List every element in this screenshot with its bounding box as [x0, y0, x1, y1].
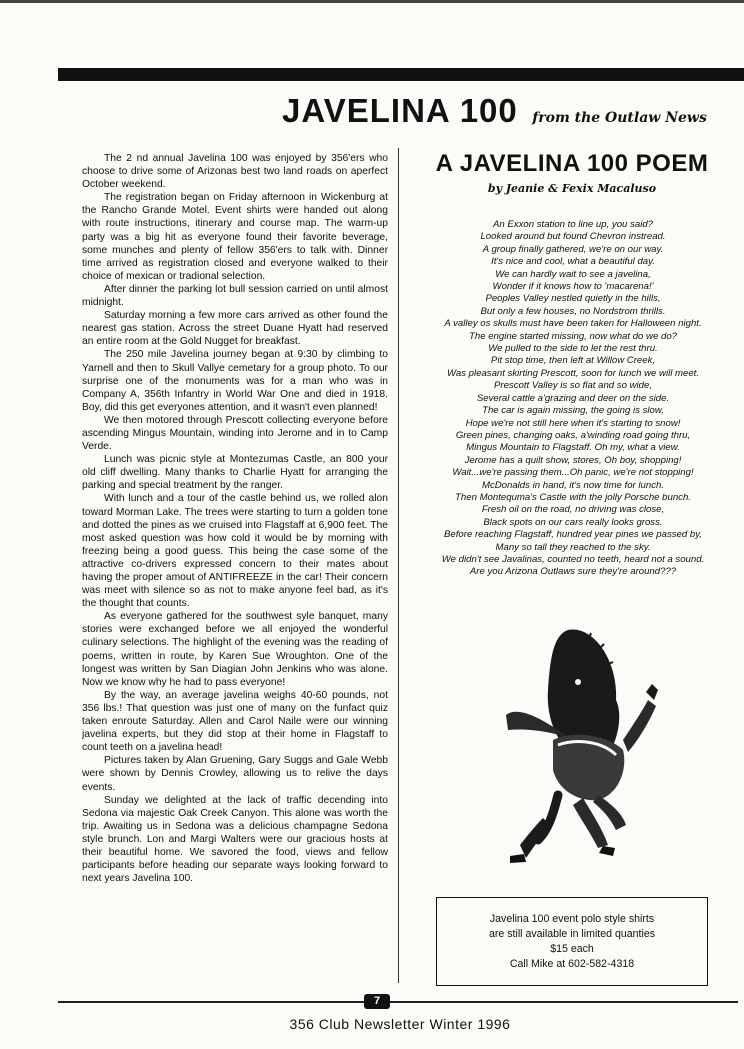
poem-line: We didn't see Javalinas, counted no teeth, heard not a sound.	[441, 553, 705, 565]
poem-title: A JAVELINA 100 POEM	[435, 150, 709, 177]
poem-line: Peoples Valley nestled quietly in the hills,	[485, 293, 661, 305]
article-paragraph: The registration began on Friday afternoon in Wickenburg at the Rancho Grande Motel. Event shirts were handed out along with route instructions, itinerary and course map. The warm-up party was a big hit as everyone found their favorite beverage, some munches and plenty of fellow 356'ers to talk with. Dinner time arrived as registration closed and everyone walked to their choice of mexican or tradional selection.	[82, 192, 388, 282]
article-paragraph: After dinner the parking lot bull session carried on until almost midnight.	[82, 283, 388, 309]
article-paragraph: Sunday we delighted at the lack of traffic decending into Sedona via majestic Oak Creek Canyon. This alone was worth the trip. Awaiting us in Sedona was a delicious champagne Sedona style brunch. Lon and Margi Walters were our gracious hosts at their beautiful home. We savored the food, views and fellow participants before heading our separate ways looking forward to next years Javelina 100.	[82, 794, 388, 885]
poem-line: McDonalds in hand, it's now time for lunch.	[481, 479, 665, 491]
article-paragraph: We then motored through Prescott collecting everyone before ascending Mingus Mountain, winding into Jerome and in to Camp Verde.	[82, 414, 388, 453]
poem-line: Many so tall they reached to the sky.	[495, 541, 651, 553]
poem-line: Several cattle a'grazing and deer on the side.	[476, 392, 670, 404]
footer-text: 356 Club Newsletter Winter 1996	[289, 1016, 511, 1032]
header-bar	[58, 68, 744, 81]
poem-line: Was pleasant skirting Prescott, soon for lunch we will meet.	[446, 367, 700, 379]
poem-body	[403, 219, 743, 599]
javelina-illustration	[498, 620, 668, 870]
notice-line-1: Javelina 100 event polo style shirts	[489, 913, 655, 925]
article-paragraph: Pictures taken by Alan Gruening, Gary Suggs and Gale Webb were shown by Dennis Crowley, allowing us to relive the days events.	[82, 755, 388, 793]
poem-line: Fresh oil on the road, no driving was close,	[481, 504, 665, 516]
source-credit: from the Outlaw News	[532, 110, 707, 126]
article-paragraph: With lunch and a tour of the castle behind us, we rolled alon toward Morman Lake. The trees were starting to turn a golden tone and dotted the pines as we cruised into Flagstaff at 6,900 feet. The most asked question was how cold it would be by morning with freezing being a good guess. This being the case some of the attractive co-drivers expressed concern to their mates about having the proper amout of ANTIFREEZE in the car! Their concern was meet with silence so as not to make anyone feel bad, as it's the thought that counts.	[82, 493, 388, 610]
poem-line: Pit stop time, then left at Willow Creek,	[490, 355, 656, 367]
poem-line: We can hardly wait to see a javelina,	[495, 268, 651, 280]
poem-line: Then Montequma's Castle with the jolly Porsche bunch.	[455, 491, 691, 503]
column-divider	[398, 148, 399, 983]
poem-line: Hope we're not still here when it's starting to snow!	[465, 417, 681, 429]
article-paragraph: By the way, an average javelina weighs 40-60 pounds, not 356 lbs.! That question was just one of many on the funfact quiz taken enroute Saturday. Allen and Carol Naile were our winning javelina experts, but they did stop at their home in Flagstaff to count teeth on a javelina head!	[82, 689, 388, 754]
poem-line: Wait...we're passing them...Oh panic, we're not stopping!	[452, 467, 694, 479]
poem-line: Mingus Mountain to Flagstaff. Oh my, what a view.	[466, 442, 680, 454]
page-number: 7	[364, 994, 390, 1009]
article-paragraph: Lunch was picnic style at Montezumas Castle, an 800 your old cliff dwelling. Many thanks to Charlie Hyatt for arranging the parking and special treatment by the ranger.	[82, 454, 388, 492]
poem-byline: by Jeanie & Fexix Macaluso	[487, 182, 657, 195]
poem-line: Before reaching Flagstaff, hundred year pines we passed by,	[444, 529, 702, 541]
notice-line-3: $15 each	[550, 943, 594, 955]
top-border	[0, 0, 744, 3]
poem-line: It's nice and cool, what a beautiful day.	[491, 256, 655, 268]
poem-line: Prescott Valley is so flat and so wide,	[493, 380, 652, 392]
article-paragraph: The 250 mile Javelina journey began at 9:30 by climbing to Yarnell and then to Skull Vallye cemetary for a group photo. To our surprise one of the monuments was for a man who was in Company A, 356th Infantry in World War One and died in 1918. Boy, did this get everyones attention, and it wasn't even planned!	[82, 349, 388, 413]
page-title: JAVELINA 100	[282, 92, 518, 129]
poem-line: Looked around but found Chevron instread.	[480, 231, 666, 243]
poem-line: Are you Arizona Outlaws sure they're around???	[469, 566, 677, 578]
notice-line-4: Call Mike at 602-582-4318	[509, 958, 635, 970]
notice-line-2: are still available in limited quanties	[488, 928, 656, 940]
poem-line: A group finally gathered, we're on our way.	[482, 243, 664, 255]
poem-line: Jerome has a quilt show, stores, Oh boy, shopping!	[464, 454, 682, 466]
poem-line: Green pines, changing oaks, a'winding road going thru,	[455, 429, 691, 441]
poem-line: A valley os skulls must have been taken for Halloween night.	[444, 318, 702, 330]
article-body	[82, 152, 388, 990]
masthead	[282, 92, 712, 142]
poem-line: Wonder if it knows how to 'macarena!'	[492, 281, 654, 293]
article-paragraph: The 2 nd annual Javelina 100 was enjoyed by 356'ers who choose to drive some of Arizonas best two land roads on aperfect October weekend.	[82, 153, 388, 191]
poem-line: But only a few houses, no Nordstrom thrills.	[480, 305, 666, 317]
poem-line: The car is again missing, the going is slow,	[482, 405, 664, 417]
article-paragraph: Saturday morning a few more cars arrived as other found the nearest gas station. Across the street Duane Hyatt had reserved an entire room at the Gold Nugget for breakfast.	[82, 310, 388, 348]
poem-line: An Exxon station to line up, you said?	[493, 219, 653, 230]
footer-rule	[58, 1001, 738, 1003]
poem-line: We pulled to the side to let the rest thru.	[488, 343, 658, 355]
article-paragraph: As everyone gathered for the southwest syle banquet, many stories were exchanged before we all enjoyed the wonderful culinary selections. The highlight of the evening was the reading of poems, written in route, by Karen Sue Wroughton. One of the longest was written by San Diagian John Jenkins who was alone. Now we know why he had to pass everyone!	[82, 611, 388, 688]
poem-line: The engine started missing, now what do we do?	[469, 330, 677, 342]
shirt-notice-box	[436, 897, 708, 986]
poem-line: Black spots on our cars really looks gross.	[483, 516, 663, 528]
